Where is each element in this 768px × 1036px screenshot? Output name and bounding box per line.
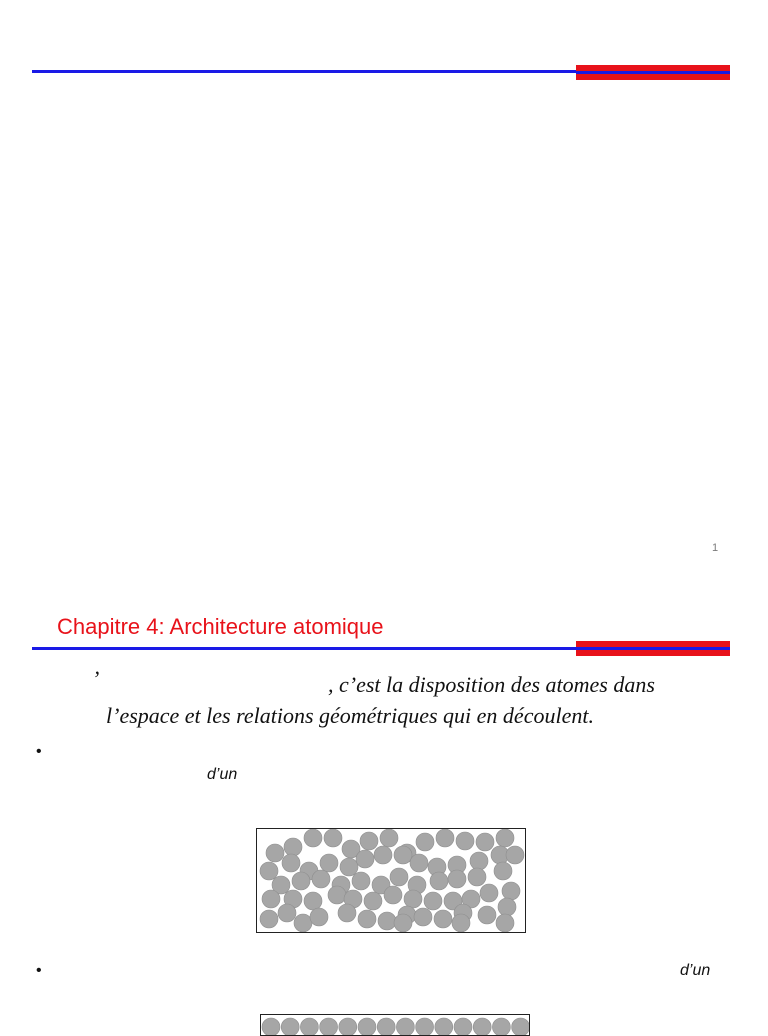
atom (364, 892, 382, 910)
bullet-fragment: d’un (207, 766, 238, 783)
atom (260, 910, 278, 928)
atom (434, 910, 452, 928)
definition-line-2: l’espace et les relations géométriques qui en découlent. (106, 703, 594, 728)
crystal-atoms (261, 1015, 529, 1035)
crystalline-structure-diagram (260, 1014, 530, 1036)
atom (424, 892, 442, 910)
atom (456, 832, 474, 850)
atom (300, 1018, 318, 1035)
atom (324, 829, 342, 847)
definition-line-1: , c’est la disposition des atomes dans (328, 672, 655, 697)
page-number: 1 (712, 542, 719, 554)
atom (448, 870, 466, 888)
atom (394, 846, 412, 864)
atom (380, 829, 398, 847)
atom (320, 1018, 338, 1035)
bullet-fragment: d’un (680, 962, 711, 979)
atom (340, 858, 358, 876)
amorphous-structure-diagram (256, 828, 526, 933)
atom (414, 908, 432, 926)
atom (452, 914, 470, 932)
atom (496, 914, 514, 932)
atom (378, 912, 396, 930)
atom (328, 886, 346, 904)
atom (390, 868, 408, 886)
atom (502, 882, 520, 900)
atom (416, 1018, 434, 1035)
atom (498, 898, 516, 916)
atom (358, 910, 376, 928)
atom (512, 1018, 529, 1035)
atom (352, 872, 370, 890)
bullet-marker: • (36, 962, 42, 979)
atom (494, 862, 512, 880)
atom (435, 1018, 453, 1035)
definition-apostrophe: ’ (92, 666, 100, 691)
atom (478, 906, 496, 924)
atom (492, 1018, 510, 1035)
atom (282, 854, 300, 872)
atom (436, 829, 454, 847)
atom (338, 904, 356, 922)
atom (377, 1018, 395, 1035)
atom (496, 829, 514, 847)
atom (396, 1018, 414, 1035)
atom (294, 914, 312, 932)
header-accent-bar (576, 641, 730, 657)
atom (304, 892, 322, 910)
bullet-marker: • (36, 743, 42, 760)
atom (310, 908, 328, 926)
atom (470, 852, 488, 870)
atom (480, 884, 498, 902)
atom (468, 868, 486, 886)
atom (360, 832, 378, 850)
atom (394, 914, 412, 932)
atom (416, 833, 434, 851)
atom (473, 1018, 491, 1035)
atom (356, 850, 374, 868)
atom (454, 1018, 472, 1035)
atom (476, 833, 494, 851)
chapter-title: Chapitre 4: Architecture atomique (57, 614, 384, 639)
slide-2 (0, 576, 768, 1024)
atom (404, 890, 422, 908)
atom (430, 872, 448, 890)
atom (320, 854, 338, 872)
atom (304, 829, 322, 847)
atom (374, 846, 392, 864)
atom (284, 838, 302, 856)
header-accent-bar (576, 65, 730, 81)
atom (410, 854, 428, 872)
atom (358, 1018, 376, 1035)
atom (262, 1018, 280, 1035)
atom (312, 870, 330, 888)
atom (266, 844, 284, 862)
amorphous-atoms (257, 829, 525, 932)
atom (384, 886, 402, 904)
atom (339, 1018, 357, 1035)
atom (281, 1018, 299, 1035)
atom (278, 904, 296, 922)
atom (262, 890, 280, 908)
atom (292, 872, 310, 890)
atom (506, 846, 524, 864)
atom (260, 862, 278, 880)
